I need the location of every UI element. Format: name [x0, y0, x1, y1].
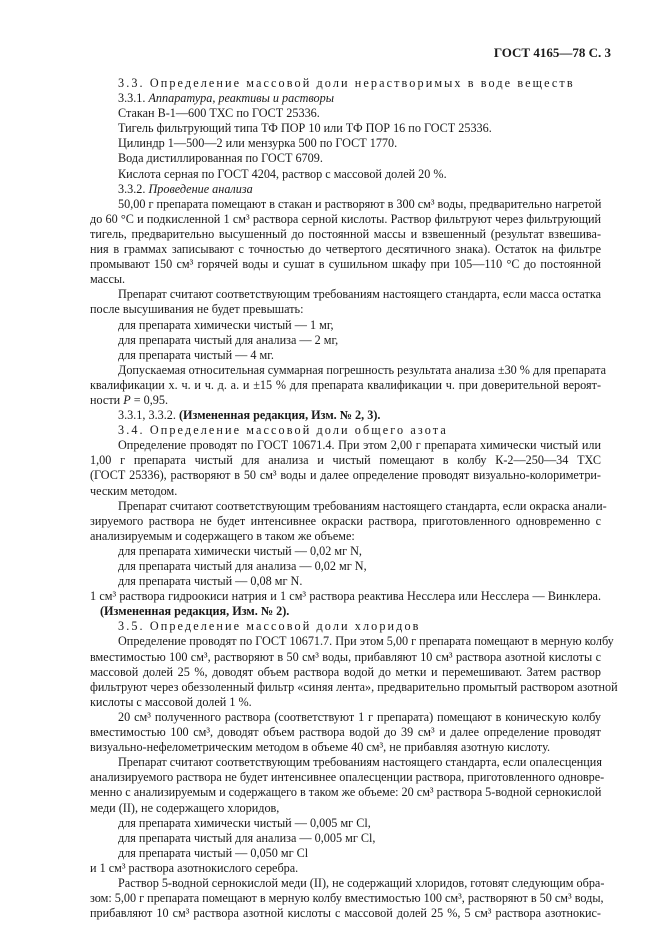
section-heading: 3.5. Определение массовой доли хлоридов	[118, 619, 421, 634]
text-line: Тигель фильтрующий типа ТФ ПОР 10 или ТФ ПОР 16 по ГОСТ 25336.	[118, 121, 492, 136]
text-line: Вода дистиллированная по ГОСТ 6709.	[118, 151, 323, 166]
list-item: для препарата чистый для анализа — 2 мг,	[118, 332, 339, 347]
list-item: для препарата химически чистый — 1 мг,	[118, 317, 334, 332]
text-line: ческим методом.	[90, 483, 178, 498]
text-line: фильтруют через обеззоленный фильтр «синяя лента», предварительно промытый раствором азотной	[90, 679, 618, 694]
text-line: до 60 °С и подкисленной 1 см³ раствора серной кислоты. Раствор фильтруют через фильтрующий	[90, 211, 601, 226]
text-line: менно с анализируемым и содержащего в таком же объеме: 20 см³ раствора 5-водной сернокислой	[90, 785, 602, 800]
subsection-heading: 3.3.1. Аппаратура, реактивы и растворы	[118, 91, 334, 106]
list-item: для препарата чистый для анализа — 0,005 мг Cl,	[118, 830, 376, 845]
text-line: Стакан В-1—600 ТХС по ГОСТ 25336.	[118, 106, 320, 121]
list-item: для препарата химически чистый — 0,02 мг N,	[118, 543, 362, 558]
text-line: зируемого раствора не будет интенсивнее окраски раствора, приготовленного одновременно с	[90, 513, 601, 528]
text-line: ния в граммах записывают с точностью до четвертого десятичного знака). Остаток на фильтре	[90, 242, 601, 257]
text-line: меди (II), не содержащего хлоридов,	[90, 800, 280, 815]
document-body	[90, 76, 618, 921]
amendment-note: (Измененная редакция, Изм. № 2).	[100, 604, 290, 619]
text-line: 20 см³ полученного раствора (соответствуют 1 г препарата) помещают в коническую колбу	[118, 709, 601, 724]
text-line: вместимостью 100 см³, растворяют в 50 см³ воды, прибавляют 10 см³ раствора азотной кислоты с	[90, 649, 601, 664]
text-line: Кислота серная по ГОСТ 4204, раствор с массовой долей 20 %.	[118, 166, 447, 181]
text-line: массовой долей 25 %, доводят объем раствора водой до метки и перемешивают. Затем раствор	[90, 664, 601, 679]
text-line: Препарат считают соответствующим требованиям настоящего стандарта, если окраска анали-	[118, 498, 607, 513]
text-line: Раствор 5-водной сернокислой меди (II), не содержащий хлоридов, готовят следующим обра-	[118, 875, 605, 890]
section-heading: 3.4. Определение массовой доли общего азота	[118, 423, 448, 438]
subsection-heading: 3.3.2. Проведение анализа	[118, 181, 253, 196]
text-line: зом: 5,00 г препарата помещают в мерную колбу вместимостью 100 см³, растворяют в 50 см³ воды,	[90, 891, 604, 906]
text-line: промывают 150 см³ горячей воды и сушат в сушильном шкафу при 105—110 °С до постоянной	[90, 257, 601, 272]
text-line: анализируемого раствора не будет интенсивнее опалесценции раствора, приготовленного одновре-	[90, 770, 605, 785]
text-line: (ГОСТ 25336), растворяют в 50 см³ воды и далее определение проводят визуально-колориметри-	[90, 468, 601, 483]
text-line: вместимостью 100 см³, доводят объем раствора водой до 39 см³ и далее определение проводят	[90, 725, 601, 740]
list-item: для препарата чистый для анализа — 0,02 мг N,	[118, 559, 367, 573]
text-line: Препарат считают соответствующим требованиям настоящего стандарта, если опалесценция	[118, 755, 602, 770]
text-line: после высушивания не будет превышать:	[90, 302, 304, 317]
page-header: ГОСТ 4165—78 С. 3	[493, 45, 611, 60]
text-line: ности P = 0,95.	[90, 392, 169, 407]
text-line: Определение проводят по ГОСТ 10671.7. При этом 5,00 г препарата помещают в мерную колбу	[118, 634, 614, 649]
list-item: для препарата чистый — 4 мг.	[118, 347, 274, 362]
text-line: кислоты с массовой долей 1 %.	[90, 694, 252, 709]
list-item: для препарата чистый — 0,050 мг Cl	[118, 845, 309, 860]
text-line: массы.	[90, 272, 126, 287]
list-item: для препарата чистый — 0,08 мг N.	[118, 574, 303, 589]
list-item: для препарата химически чистый — 0,005 мг Cl,	[118, 815, 371, 830]
text-line: квалификации х. ч. и ч. д. а. и ±15 % для препарата квалификации ч. при доверительной вероят-	[90, 377, 601, 392]
text-line: прибавляют 10 см³ раствора азотной кислоты с массовой долей 25 %, 5 см³ раствора азотнокис-	[90, 906, 601, 921]
text-line: и 1 см³ раствора азотнокислого серебра.	[90, 860, 299, 875]
text-line: анализируемым и содержащего в таком же объеме:	[90, 528, 355, 543]
amendment-note: 3.3.1, 3.3.2. (Измененная редакция, Изм. № 2, 3).	[118, 408, 381, 423]
text-line: 50,00 г препарата помещают в стакан и растворяют в 300 см³ воды, предварительно нагретой	[118, 196, 602, 211]
text-line: 1 см³ раствора гидроокиси натрия и 1 см³ раствора реактива Несслера или Несслера — Винклера.	[90, 589, 601, 604]
text-line: Допускаемая относительная суммарная погрешность результата анализа ±30 % для препарата	[118, 362, 606, 377]
text-line: Цилиндр 1—500—2 или мензурка 500 по ГОСТ 1770.	[118, 136, 398, 151]
text-line: Препарат считают соответствующим требованиям настоящего стандарта, если масса остатка	[118, 287, 601, 302]
text-line: Определение проводят по ГОСТ 10671.4. При этом 2,00 г препарата химически чистый или	[118, 438, 601, 453]
text-line: визуально-нефелометрическим методом в объеме 40 см³, не прибавляя азотную кислоту.	[90, 740, 551, 755]
text-line: тигель, предварительно высушенный до постоянной массы и взвешенный (результат взвешива-	[90, 226, 601, 241]
section-heading: 3.3. Определение массовой доли нерастворимых в воде веществ	[118, 76, 575, 90]
text-line: 1,00 г препарата чистый для анализа и чистый помещают в колбу К-2—250—34 ТХС	[90, 453, 601, 468]
